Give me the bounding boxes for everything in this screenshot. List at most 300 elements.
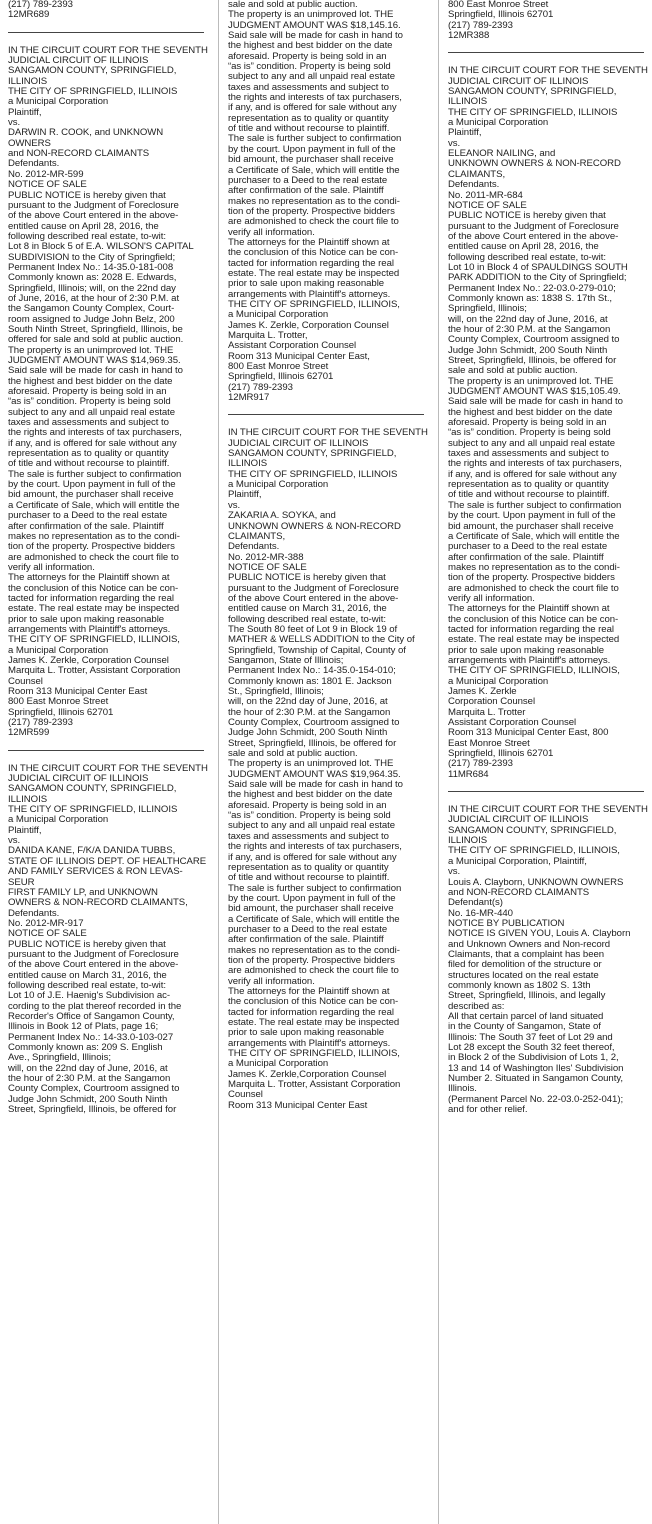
- notice-line: verify all information.: [8, 562, 95, 573]
- notice-line: JUDGMENT AMOUNT WAS $14,969.35.: [8, 356, 181, 366]
- notice-line: representation as to quality or quantity: [448, 480, 609, 491]
- legal-notice: [8, 0, 212, 21]
- notice-line: East Monroe Street: [448, 738, 530, 749]
- notice-line: Marquita L. Trotter, Assistant Corporation: [228, 1080, 401, 1091]
- legal-notice: [228, 0, 432, 403]
- notice-line: aforesaid. Property is being sold in an: [228, 51, 387, 62]
- notice-line: Assistant Corporation Counsel: [228, 341, 357, 352]
- notice-line: Recorder's Office of Sangamon County,: [8, 1011, 175, 1022]
- notice-line: Commonly known as: 1838 S. 17th St.,: [448, 293, 613, 304]
- notice-line: Marquita L. Trotter,: [228, 331, 308, 341]
- notice-line: No. 2012-MR-599: [8, 169, 84, 180]
- notice-line: Street, Springfield, Illinois, be offered for: [448, 356, 617, 366]
- notice-line: JUDICIAL CIRCUIT OF ILLINOIS: [8, 774, 149, 785]
- notice-line: 11MR684: [448, 769, 489, 780]
- notice-line: a Municipal Corporation: [448, 118, 549, 129]
- notice-line: will, on the 22nd day of June, 2016, at: [228, 697, 388, 708]
- notice-line: taxes and assessments and subject to: [228, 831, 389, 842]
- notice-line: and NON-RECORD CLAIMANTS: [448, 887, 590, 898]
- notice-line: The property is an unimproved lot. THE: [8, 345, 174, 356]
- notice-line: the conclusion of this Notice can be con-: [228, 248, 399, 259]
- notice-line: THE CITY OF SPRINGFIELD, ILLINOIS: [8, 87, 178, 98]
- notice-line: Springfield, Township of Capital, County of: [228, 645, 406, 656]
- notice-line: prior to sale upon making reasonable: [8, 614, 165, 625]
- notice-line: The sale is further subject to confirmation: [228, 134, 402, 145]
- notice-line: No. 16-MR-440: [448, 908, 513, 919]
- notice-line: Louis A. Clayborn, UNKNOWN OWNERS: [448, 877, 624, 888]
- notice-line: THE CITY OF SPRINGFIELD, ILLINOIS: [448, 107, 618, 118]
- notice-line: by the court. Upon payment in full of the: [8, 480, 176, 491]
- notice-line: The property is an unimproved lot. THE: [228, 759, 394, 770]
- notice-line: after confirmation of the sale. Plaintiff: [8, 521, 164, 532]
- notice-line: CLAIMANTS,: [448, 169, 506, 180]
- notice-line: prior to sale upon making reasonable: [228, 1028, 385, 1039]
- notice-line: following described real estate, to-wit:: [8, 980, 166, 991]
- notice-line: the highest and best bidder on the date: [448, 407, 613, 418]
- notice-line: tacted for information regarding the real: [8, 593, 174, 604]
- notice-line: (Permanent Parcel No. 22-03.0-252-041);: [448, 1094, 624, 1105]
- notice-line: and Unknown Owners and Non-record: [448, 939, 611, 950]
- notice-line: 12MR689: [8, 10, 50, 21]
- notice-line: Room 313 Municipal Center East: [8, 687, 148, 697]
- notice-line: of the above Court entered in the above-: [8, 960, 179, 971]
- notice-line: Defendant(s): [448, 898, 503, 909]
- notice-line: arrangements with Plaintiff's attorneys.: [448, 655, 611, 666]
- notice-line: All that certain parcel of land situated: [448, 1011, 604, 1022]
- notice-line: Plaintiff,: [448, 128, 482, 139]
- notice-line: No. 2012-MR-917: [8, 918, 84, 929]
- notice-line: offered for sale and sold at public auction.: [8, 335, 184, 346]
- notice-separator: [228, 414, 424, 415]
- notice-line: commonly known as 1802 S. 13th: [448, 980, 591, 991]
- notice-line: 800 East Monroe Street: [448, 0, 549, 10]
- notice-line: The sale is further subject to confirmation: [8, 469, 182, 480]
- notice-line: SANGAMON COUNTY, SPRINGFIELD,: [228, 449, 397, 460]
- notice-line: 12MR599: [8, 728, 50, 739]
- notice-line: NOTICE OF SALE: [8, 180, 87, 191]
- notice-line: PUBLIC NOTICE is hereby given that: [228, 573, 386, 584]
- notice-line: Counsel: [228, 1090, 263, 1101]
- notice-line: PARK ADDITION to the City of Springfield;: [448, 273, 627, 284]
- notice-line: SANGAMON COUNTY, SPRINGFIELD,: [8, 784, 177, 795]
- notice-line: Said sale will be made for cash in hand to: [448, 397, 623, 408]
- notice-line: OWNERS & NON-RECORD CLAIMANTS,: [8, 898, 188, 909]
- notice-line: arrangements with Plaintiff's attorneys.: [8, 624, 171, 635]
- notice-line: Claimants, that a complaint has been: [448, 949, 605, 960]
- notice-line: ZAKARIA A. SOYKA, and: [228, 511, 336, 522]
- notice-line: County Complex, Courtroom assigned to: [8, 1084, 180, 1095]
- notice-line: purchaser to a Deed to the real estate: [8, 511, 168, 522]
- legal-notice: [448, 805, 652, 1115]
- notice-line: a Municipal Corporation: [228, 480, 329, 491]
- notice-line: the rights and interests of tax purchasers,: [228, 842, 402, 853]
- notice-line: estate. The real estate may be inspected: [8, 604, 180, 615]
- notice-line: IN THE CIRCUIT COURT FOR THE SEVENTH: [8, 45, 208, 56]
- notice-line: in the County of Sangamon, State of: [448, 1022, 601, 1033]
- notice-line: THE CITY OF SPRINGFIELD, ILLINOIS: [8, 805, 178, 816]
- notice-line: the conclusion of this Notice can be con-: [228, 997, 399, 1008]
- notice-line: if any, and is offered for sale without any: [228, 103, 397, 114]
- notice-line: aforesaid. Property is being sold in an: [8, 387, 167, 398]
- notice-line: Springfield, Illinois; will, on the 22nd day: [8, 283, 176, 294]
- notice-line: JUDGMENT AMOUNT WAS $18,145.16.: [228, 20, 401, 31]
- notice-line: 12MR388: [448, 31, 490, 42]
- notice-line: Said sale will be made for cash in hand to: [8, 366, 183, 377]
- notice-line: DANIDA KANE, F/K/A DANIDA TUBBS,: [8, 846, 176, 857]
- notice-line: vs.: [448, 867, 461, 878]
- notice-line: Commonly known as: 2028 E. Edwards,: [8, 273, 177, 284]
- notice-line: Springfield, Illinois 62701: [448, 10, 554, 21]
- notice-line: a Certificate of Sale, which will entitle the: [228, 914, 400, 925]
- notice-line: Springfield, Illinois 62701: [228, 372, 334, 383]
- notice-line: prior to sale upon making reasonable: [228, 279, 385, 290]
- notice-line: James K. Zerkle: [448, 687, 517, 697]
- notice-line: Commonly known as: 209 S. English: [8, 1043, 163, 1053]
- notice-line: Permanent Index No.: 14-35.0-154-010;: [228, 666, 396, 677]
- notice-line: Counsel: [8, 676, 43, 687]
- notice-line: IN THE CIRCUIT COURT FOR THE SEVENTH: [448, 66, 648, 77]
- notice-line: the rights and interests of tax purchasers,: [228, 93, 402, 104]
- notice-line: are admonished to check the court file to: [228, 217, 399, 228]
- column-divider: [438, 0, 439, 1524]
- notice-line: representation as to quality or quantity: [228, 862, 389, 873]
- column-3: [448, 0, 652, 1524]
- notice-line: of the above Court entered in the above-: [228, 593, 399, 604]
- notice-line: the highest and best bidder on the date: [228, 790, 393, 801]
- notice-line: OWNERS: [8, 138, 51, 149]
- notice-line: a Certificate of Sale, which will entitle the: [8, 500, 180, 511]
- notice-line: JUDICIAL CIRCUIT OF ILLINOIS: [228, 438, 369, 449]
- notice-line: the highest and best bidder on the date: [8, 376, 173, 387]
- notice-line: 12MR917: [228, 393, 270, 404]
- notice-line: arrangements with Plaintiff's attorneys.: [228, 289, 391, 300]
- notice-line: Lot 10 in Block 4 of SPAULDINGS SOUTH: [448, 262, 628, 273]
- notice-line: following described real estate, to-wit:: [228, 614, 386, 625]
- notice-line: Said sale will be made for cash in hand to: [228, 31, 403, 42]
- notice-line: pursuant to the Judgment of Foreclosure: [8, 949, 179, 960]
- notice-line: after confirmation of the sale. Plaintiff: [448, 552, 604, 563]
- notice-line: Defendants.: [448, 180, 500, 191]
- notice-line: a Municipal Corporation, Plaintiff,: [448, 856, 587, 867]
- notice-line: of the above Court entered in the above-: [8, 211, 179, 222]
- notice-line: of title and without recourse to plaintiff.: [8, 459, 170, 470]
- notice-line: entitled cause on April 28, 2016, the: [448, 242, 599, 253]
- notice-line: “as is” condition. Property is being sold: [8, 397, 171, 408]
- notice-line: IN THE CIRCUIT COURT FOR THE SEVENTH: [448, 805, 648, 816]
- notice-line: purchaser to a Deed to the real estate: [228, 175, 388, 186]
- notice-line: the conclusion of this Notice can be con-: [8, 583, 179, 594]
- notice-line: Lot 10 of J.E. Haenig's Subdivision ac-: [8, 991, 171, 1002]
- column-1: [8, 0, 212, 1524]
- column-2: [228, 0, 432, 1524]
- notice-line: The attorneys for the Plaintiff shown at: [448, 604, 610, 615]
- notice-line: the Sangamon County Complex, Court-: [8, 304, 175, 315]
- notice-line: NOTICE BY PUBLICATION: [448, 918, 565, 929]
- notice-line: sale and sold at public auction.: [228, 749, 358, 760]
- notice-line: arrangements with Plaintiff's attorneys.: [228, 1038, 391, 1049]
- notice-line: sale and sold at public auction.: [448, 366, 578, 377]
- notice-line: vs.: [228, 500, 241, 511]
- notice-line: NOTICE OF SALE: [228, 562, 307, 573]
- notice-line: 800 East Monroe Street: [228, 362, 329, 373]
- notice-line: ILLINOIS: [448, 836, 488, 847]
- notice-line: JUDGMENT AMOUNT WAS $19,964.35.: [228, 769, 401, 780]
- notice-line: Plaintiff,: [8, 825, 42, 836]
- notice-line: “as is” condition. Property is being sold: [228, 811, 391, 822]
- notice-line: entitled cause on March 31, 2016, the: [8, 970, 167, 981]
- notice-line: Commonly known as: 1801 E. Jackson: [228, 676, 392, 687]
- notice-line: (217) 789-2393: [228, 382, 293, 393]
- notice-line: verify all information.: [228, 976, 315, 987]
- notice-line: Lot 28 except the South 32 feet thereof,: [448, 1043, 615, 1053]
- notice-line: tion of the property. Prospective bidders: [448, 573, 615, 584]
- notice-line: and NON-RECORD CLAIMANTS: [8, 149, 150, 160]
- notice-line: subject to any and all unpaid real estate: [228, 821, 396, 832]
- notice-line: The attorneys for the Plaintiff shown at: [8, 573, 170, 584]
- notice-line: described as:: [448, 1001, 505, 1012]
- notice-line: The attorneys for the Plaintiff shown at: [228, 986, 390, 997]
- notice-line: aforesaid. Property is being sold in an: [228, 800, 387, 811]
- notice-line: JUDGMENT AMOUNT WAS $15,105.49.: [448, 387, 621, 398]
- notice-line: The South 80 feet of Lot 9 in Block 19 of: [228, 624, 398, 635]
- notice-line: Permanent Index No.: 14-33.0-103-027: [8, 1032, 174, 1043]
- notice-line: Judge John Schmidt, 200 South Ninth: [448, 345, 608, 356]
- notice-line: Assistant Corporation Counsel: [448, 718, 577, 729]
- notice-line: by the court. Upon payment in full of the: [228, 893, 396, 904]
- notice-line: NOTICE OF SALE: [8, 929, 87, 940]
- notice-line: purchaser to a Deed to the real estate: [448, 542, 608, 553]
- notice-line: PUBLIC NOTICE is hereby given that: [448, 211, 606, 222]
- notice-line: makes no representation as to the condi-: [8, 531, 180, 542]
- notice-line: Street, Springfield, Illinois, be offered for: [8, 1105, 177, 1116]
- notice-line: Defendants.: [8, 159, 60, 170]
- notice-line: The property is an unimproved lot. THE: [448, 376, 614, 387]
- notice-line: Permanent Index No.: 14-35.0-181-008: [8, 262, 174, 273]
- notice-line: vs.: [8, 836, 21, 847]
- notice-line: tion of the property. Prospective bidders: [228, 955, 395, 966]
- notice-line: subject to any and all unpaid real estate: [228, 72, 396, 83]
- notice-line: verify all information.: [448, 593, 535, 604]
- notice-line: the rights and interests of tax purchasers,: [448, 459, 622, 470]
- notice-line: makes no representation as to the condi-: [228, 196, 400, 207]
- notice-line: Corporation Counsel: [448, 697, 536, 708]
- notice-line: subject to any and all unpaid real estate: [8, 407, 176, 418]
- notice-line: No. 2012-MR-388: [228, 552, 304, 563]
- notice-line: Room 313 Municipal Center East: [228, 1100, 368, 1111]
- notice-line: bid amount, the purchaser shall receive: [228, 155, 394, 166]
- notice-line: The sale is further subject to confirmation: [448, 500, 622, 511]
- notice-line: No. 2011-MR-684: [448, 190, 523, 201]
- notice-line: Street, Springfield, Illinois, and legally: [448, 991, 606, 1002]
- notice-line: NOTICE IS GIVEN YOU, Louis A. Clayborn: [448, 929, 631, 940]
- notice-line: makes no representation as to the condi-: [228, 945, 400, 956]
- notice-line: of June, 2016, at the hour of 2:30 P.M. at: [8, 293, 180, 304]
- legal-notice: [8, 46, 212, 739]
- notice-separator: [8, 32, 204, 33]
- notice-line: are admonished to check the court file to: [448, 583, 619, 594]
- notice-line: following described real estate, to-wit:: [8, 231, 166, 242]
- notice-line: Illinois.: [448, 1084, 477, 1095]
- notice-line: THE CITY OF SPRINGFIELD, ILLINOIS,: [448, 666, 620, 677]
- notice-line: “as is” condition. Property is being sold: [448, 428, 611, 439]
- notice-line: are admonished to check the court file to: [228, 966, 399, 977]
- notice-line: of the above Court entered in the above-: [448, 231, 619, 242]
- notice-line: ILLINOIS: [228, 459, 268, 470]
- notice-line: filed for demolition of the structure or: [448, 960, 602, 971]
- notice-line: JUDICIAL CIRCUIT OF ILLINOIS: [448, 815, 589, 826]
- notice-line: will, on the 22nd day of June, 2016, at: [448, 314, 608, 325]
- notice-line: Defendants.: [228, 542, 280, 553]
- legal-notice: [448, 0, 652, 41]
- notice-line: FIRST FAMILY LP, and UNKNOWN: [8, 887, 158, 898]
- notice-line: of title and without recourse to plaintiff.: [228, 873, 390, 884]
- notice-line: SANGAMON COUNTY, SPRINGFIELD,: [8, 66, 177, 77]
- notice-line: PUBLIC NOTICE is hereby given that: [8, 939, 166, 950]
- notice-line: subject to any and all unpaid real estate: [448, 438, 616, 449]
- notice-line: the hour of 2:30 P.M. at the Sangamon: [228, 707, 391, 718]
- notice-line: room assigned to Judge John Belz, 200: [8, 314, 175, 325]
- notice-line: if any, and is offered for sale without any: [8, 438, 177, 449]
- notice-line: by the court. Upon payment in full of the: [228, 144, 396, 155]
- notice-line: THE CITY OF SPRINGFIELD, ILLINOIS,: [228, 1049, 400, 1060]
- notice-line: 800 East Monroe Street: [8, 697, 109, 708]
- notice-line: Room 313 Municipal Center East, 800: [448, 728, 609, 739]
- notice-line: THE CITY OF SPRINGFIELD, ILLINOIS: [228, 469, 398, 480]
- notice-line: James K. Zerkle, Corporation Counsel: [228, 320, 389, 331]
- notice-line: structures located on the real estate: [448, 970, 599, 981]
- notice-line: Plaintiff,: [228, 490, 262, 501]
- notice-line: NOTICE OF SALE: [448, 200, 527, 211]
- notice-line: Illinois in Book 12 of Plats, page 16;: [8, 1022, 159, 1033]
- notice-line: THE CITY OF SPRINGFIELD, ILLINOIS,: [448, 846, 620, 857]
- notice-line: a Municipal Corporation: [448, 676, 549, 687]
- notice-line: if any, and is offered for sale without any: [448, 469, 617, 480]
- notice-line: bid amount, the purchaser shall receive: [228, 904, 394, 915]
- notice-line: (217) 789-2393: [448, 759, 513, 770]
- notice-line: aforesaid. Property is being sold in an: [448, 418, 607, 429]
- notice-line: pursuant to the Judgment of Foreclosure: [228, 583, 399, 594]
- notice-line: Number 2. Situated in Sangamon County,: [448, 1074, 623, 1085]
- notice-line: tion of the property. Prospective bidders: [228, 206, 395, 217]
- notice-line: vs.: [8, 118, 21, 129]
- notice-line: tacted for information regarding the real: [448, 624, 614, 635]
- notice-line: The property is an unimproved lot. THE: [228, 10, 394, 21]
- notice-line: of title and without recourse to plaintiff.: [228, 124, 390, 135]
- notice-line: by the court. Upon payment in full of the: [448, 511, 616, 522]
- legal-notice: [8, 764, 212, 1116]
- notice-line: the hour of 2:30 P.M. at the Sangamon: [8, 1074, 171, 1085]
- notice-line: tacted for information regarding the real: [228, 258, 394, 269]
- notice-line: a Municipal Corporation: [8, 815, 109, 826]
- notice-line: STATE OF ILLINOIS DEPT. OF HEALTHCARE: [8, 856, 207, 867]
- notice-line: SANGAMON COUNTY, SPRINGFIELD,: [448, 87, 617, 98]
- notice-line: a Certificate of Sale, which will entitle the: [228, 165, 400, 176]
- notice-line: IN THE CIRCUIT COURT FOR THE SEVENTH: [228, 428, 428, 439]
- notice-line: MATHER & WELLS ADDITION to the City of: [228, 635, 415, 646]
- notice-line: Defendants.: [8, 908, 60, 919]
- notice-line: the rights and interests of tax purchasers,: [8, 428, 182, 439]
- notice-line: a Municipal Corporation: [8, 645, 109, 656]
- notice-line: if any, and is offered for sale without any: [228, 852, 397, 863]
- notice-line: will, on the 22nd day of June, 2016, at: [8, 1063, 168, 1074]
- notice-line: AND FAMILY SERVICES & RON LEVAS-: [8, 867, 183, 878]
- notice-separator: [8, 750, 204, 751]
- notice-line: tacted for information regarding the real: [228, 1007, 394, 1018]
- notice-line: prior to sale upon making reasonable: [448, 645, 605, 656]
- notice-line: (217) 789-2393: [448, 20, 513, 31]
- notice-line: The attorneys for the Plaintiff shown at: [228, 237, 390, 248]
- notice-line: estate. The real estate may be inspected: [448, 635, 620, 646]
- notice-line: Sangamon, State of Illinois;: [228, 655, 344, 666]
- notice-line: The sale is further subject to confirmation: [228, 883, 402, 894]
- notice-line: Judge John Schmidt, 200 South Ninth: [8, 1094, 168, 1105]
- notice-line: a Municipal Corporation: [8, 97, 109, 108]
- notice-line: Permanent Index No.: 22-03.0-279-010;: [448, 283, 616, 294]
- notice-line: THE CITY OF SPRINGFIELD, ILLINOIS,: [228, 299, 400, 310]
- legal-notice: [228, 428, 432, 1111]
- notice-line: ILLINOIS: [8, 76, 48, 87]
- notice-line: Marquita L. Trotter, Assistant Corporation: [8, 666, 181, 677]
- notice-line: estate. The real estate may be inspected: [228, 1018, 400, 1028]
- notice-line: tion of the property. Prospective bidders: [8, 542, 175, 553]
- notice-line: (217) 789-2393: [8, 718, 73, 729]
- notice-line: CLAIMANTS,: [228, 531, 286, 542]
- notice-line: Judge John Schmidt, 200 South Ninth: [228, 728, 388, 739]
- notice-line: UNKNOWN OWNERS & NON-RECORD: [448, 159, 621, 170]
- notice-line: SUBDIVISION to the City of Springfield;: [8, 252, 176, 263]
- notice-line: SEUR: [8, 877, 35, 888]
- notice-line: of title and without recourse to plaintiff.: [448, 490, 610, 501]
- notice-line: verify all information.: [228, 227, 315, 238]
- notice-line: a Municipal Corporation: [228, 1059, 329, 1070]
- notice-line: representation as to quality or quantity: [8, 449, 169, 460]
- notice-line: taxes and assessments and subject to: [448, 449, 609, 460]
- notice-line: ILLINOIS: [448, 97, 488, 108]
- notice-line: (217) 789-2393: [8, 0, 73, 10]
- notice-line: a Certificate of Sale, which will entitle the: [448, 531, 620, 542]
- notice-line: IN THE CIRCUIT COURT FOR THE SEVENTH: [8, 763, 208, 774]
- notice-line: ILLINOIS: [8, 794, 48, 805]
- notice-line: Marquita L. Trotter: [448, 707, 526, 718]
- notice-line: Room 313 Municipal Center East,: [228, 351, 370, 362]
- notice-line: the hour of 2:30 P.M. at the Sangamon: [448, 324, 611, 335]
- notice-line: County Complex, Courtroom assigned to: [448, 335, 620, 346]
- notice-line: the highest and best bidder on the date: [228, 41, 393, 52]
- notice-line: purchaser to a Deed to the real estate: [228, 924, 388, 935]
- notice-line: the conclusion of this Notice can be con-: [448, 614, 619, 625]
- notice-line: entitled cause on March 31, 2016, the: [228, 604, 387, 615]
- notice-line: cording to the plat thereof recorded in the: [8, 1001, 182, 1012]
- notice-line: entitled cause on April 28, 2016, the: [8, 221, 159, 232]
- notice-line: JUDICIAL CIRCUIT OF ILLINOIS: [8, 56, 149, 67]
- column-divider: [218, 0, 219, 1524]
- notice-line: Said sale will be made for cash in hand to: [228, 780, 403, 791]
- notice-line: Street, Springfield, Illinois, be offered for: [228, 738, 397, 749]
- notice-line: a Municipal Corporation: [228, 310, 329, 321]
- notice-line: taxes and assessments and subject to: [8, 418, 169, 429]
- notice-separator: [448, 791, 644, 792]
- notice-line: JUDICIAL CIRCUIT OF ILLINOIS: [448, 76, 589, 87]
- notice-line: pursuant to the Judgment of Foreclosure: [448, 221, 619, 232]
- notice-line: and for other relief.: [448, 1105, 528, 1116]
- notice-line: 13 and 14 of Washington Iles' Subdivision: [448, 1063, 624, 1074]
- notice-line: bid amount, the purchaser shall receive: [448, 521, 614, 532]
- notice-line: “as is” condition. Property is being sold: [228, 62, 391, 73]
- notice-line: THE CITY OF SPRINGFIELD, ILLINOIS,: [8, 635, 180, 646]
- notice-line: vs.: [448, 138, 461, 149]
- notice-line: James K. Zerkle,Corporation Counsel: [228, 1069, 387, 1080]
- notice-line: DARWIN R. COOK, and UNKNOWN: [8, 128, 164, 139]
